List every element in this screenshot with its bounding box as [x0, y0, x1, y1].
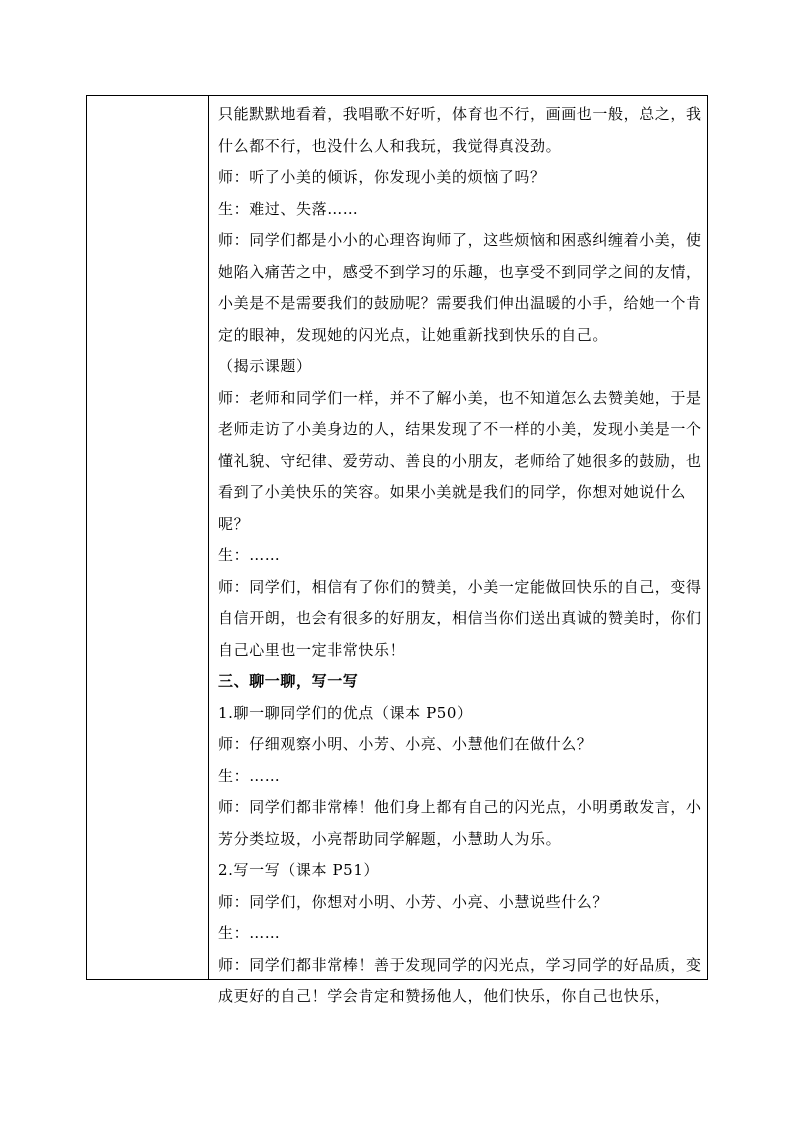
paragraph: 生：……	[218, 766, 281, 785]
lesson-plan-table	[86, 95, 708, 1005]
paragraph: 师：同学们，你想对小明、小芳、小亮、小慧说些什么？	[218, 892, 609, 911]
paragraph: 1.聊一聊同学们的优点（课本 P50）	[218, 703, 473, 722]
paragraph: 师：同学们都非常棒！他们身上都有自己的闪光点，小明勇敢发言，小芳分类垃圾，小亮帮助同学解题，小慧助人为乐。	[218, 798, 702, 848]
section-heading: 三、聊一聊，写一写	[218, 672, 359, 690]
table-content-column	[209, 96, 707, 1005]
paragraph: （揭示课题）	[218, 357, 312, 375]
paragraph: 师：同学们都是小小的心理咨询师了，这些烦恼和困惑纠缠着小美，使她陷入痛苦之中，感受不到学习的乐趣，也享受不到同学之间的友情，小美是不是需要我们的鼓励呢？需要我们伸出温暖的小手，给她一个肯定的眼神，发现她的闪光点，让她重新找到快乐的自己。	[218, 231, 702, 344]
paragraph: 生：……	[218, 546, 281, 564]
paragraph: 2.写一写（课本 P51）	[218, 861, 380, 879]
paragraph: 师：老师和同学们一样，并不了解小美，也不知道怎么去赞美她，于是老师走访了小美身边的人，结果发现了不一样的小美，发现小美是一个懂礼貌、守纪律、爱劳动、善良的小朋友，老师给了她很多的鼓励，也看到了小美快乐的笑容。如果小美就是我们的同学，你想对她说什么呢？	[218, 388, 702, 533]
paragraph: 生：……	[218, 924, 281, 942]
paragraph: 只能默默地看着，我唱歌不好听，体育也不行，画画也一般，总之，我什么都不行，也没什么人和我玩，我觉得真没劲。	[218, 105, 702, 155]
table-left-column	[87, 96, 209, 979]
paragraph: 生：难过、失落……	[218, 199, 359, 218]
paragraph: 师：同学们都非常棒！善于发现同学的闪光点，学习同学的好品质，变成更好的自己！学会肯定和赞扬他人，他们快乐，你自己也快乐，	[218, 955, 702, 1005]
paragraph: 师：同学们，相信有了你们的赞美，小美一定能做回快乐的自己，变得自信开朗，也会有很多的好朋友，相信当你们送出真诚的赞美时，你们自己心里也一定非常快乐！	[218, 577, 702, 659]
paragraph: 师：仔细观察小明、小芳、小亮、小慧他们在做什么？	[218, 735, 593, 753]
paragraph: 师：听了小美的倾诉，你发现小美的烦恼了吗？	[218, 168, 546, 186]
